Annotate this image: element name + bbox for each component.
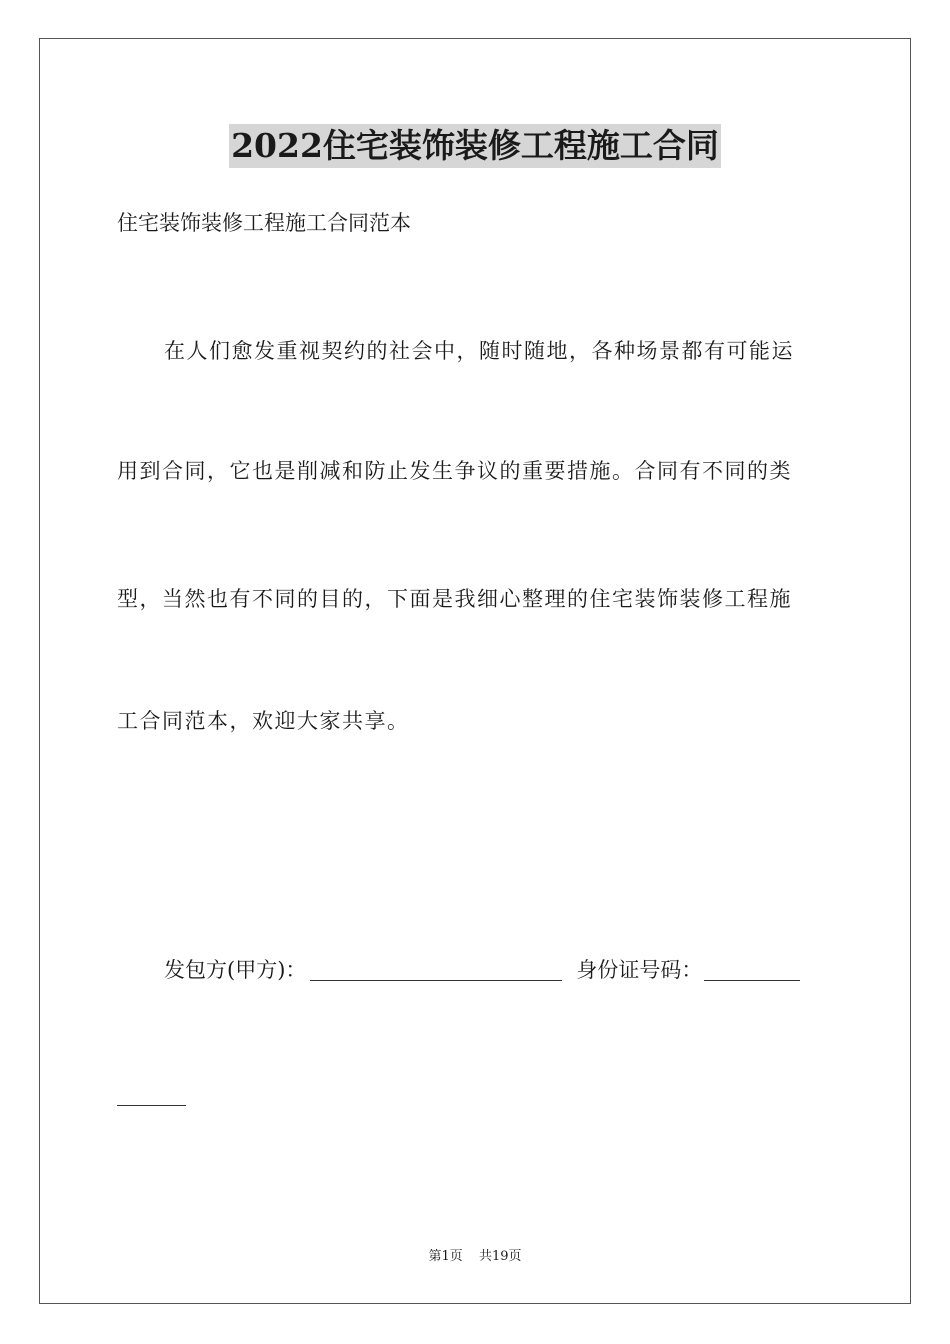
party-a-name-blank[interactable]: [310, 956, 562, 981]
paragraph-line-3: 型，当然也有不同的目的，下面是我细心整理的住宅装饰装修工程施: [117, 587, 792, 611]
page-number: 第1页: [428, 1249, 463, 1264]
id-number-blank[interactable]: [704, 956, 800, 981]
paragraph-line-2: 用到合同，它也是削减和防止发生争议的重要措施。合同有不同的类: [117, 459, 792, 483]
document-subtitle: 住宅装饰装修工程施工合同范本: [117, 211, 411, 235]
document-title: 2022住宅装饰装修工程施工合同: [229, 124, 721, 168]
id-number-blank-continued[interactable]: [117, 1105, 186, 1106]
id-number-label: 身份证号码：: [576, 958, 703, 982]
paragraph-line-4: 工合同范本，欢迎大家共享。: [117, 709, 410, 733]
paragraph-line-1: 在人们愈发重视契约的社会中，随时随地，各种场景都有可能运: [164, 339, 794, 363]
title-container: [0, 124, 950, 168]
party-a-signature-row: [164, 955, 800, 985]
page-footer: [0, 1248, 950, 1266]
party-a-label: 发包方(甲方)：: [164, 958, 307, 982]
page-total: 共19页: [478, 1249, 522, 1264]
